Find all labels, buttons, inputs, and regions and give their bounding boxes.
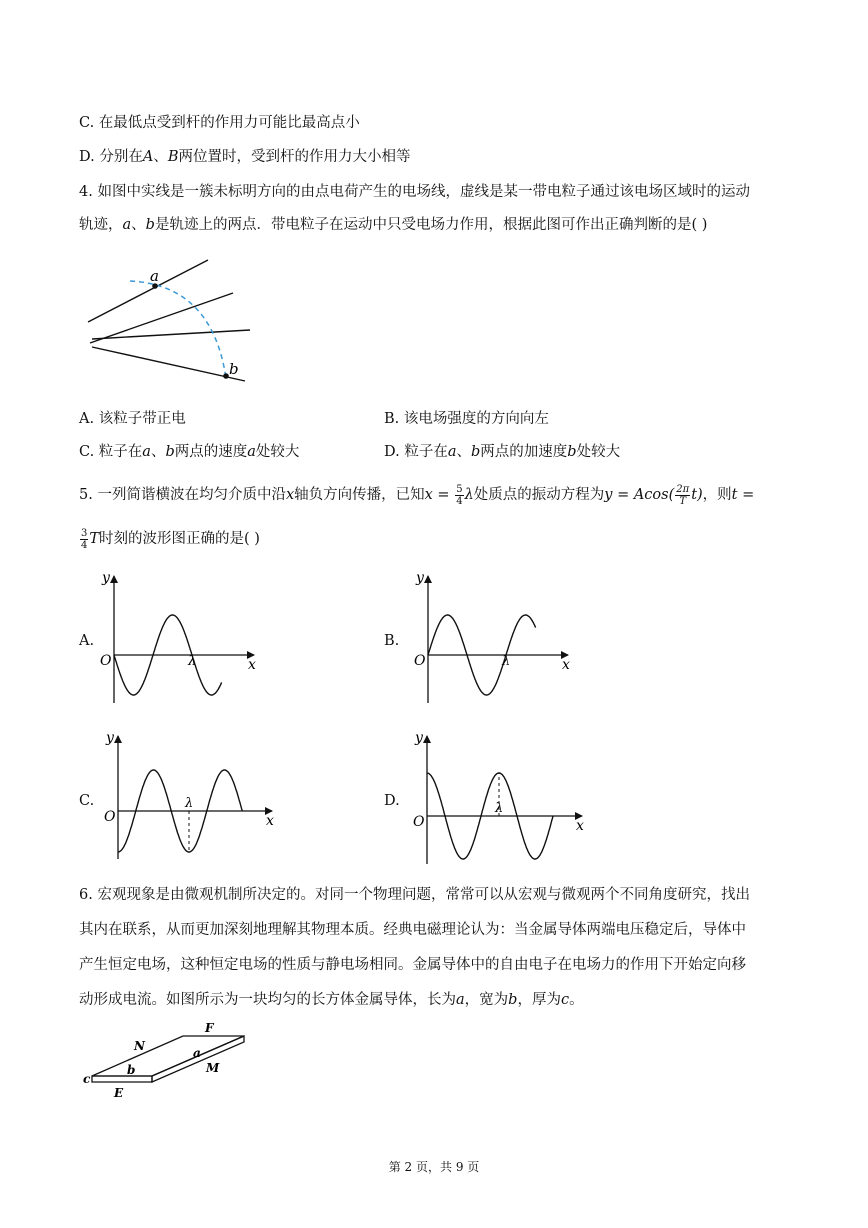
y-axis-label: y [415, 730, 423, 746]
point-b-label: b [229, 360, 239, 378]
lambda-label: λ [502, 654, 511, 669]
q5-option-a-label[interactable]: A. [79, 633, 95, 649]
q6-stem-line1: 6. 宏观现象是由微观机制所决定的。对同一个物理问题，常常可以从宏观与微观两个不同角度研究，找出 [79, 887, 750, 903]
point-a-label: a [150, 267, 159, 285]
label-N: N [134, 1039, 145, 1053]
origin-label: O [414, 653, 426, 669]
y-axis-label: y [106, 730, 114, 746]
label-F: F [205, 1021, 214, 1035]
q6-stem-line2: 其内在联系，从而更加深刻地理解其物理本质。经典电磁理论认为：当金属导体两端电压稳定后，导体中 [79, 922, 746, 938]
x-axis-label: x [266, 813, 274, 829]
origin-label: O [413, 814, 425, 830]
x-axis-label: x [248, 657, 256, 673]
q3-option-d: D. 分别在A、B两位置时，受到杆的作用力大小相等 [79, 149, 411, 165]
lambda-label: λ [188, 654, 197, 669]
fraction-2pi-T: $\frac{2\pi}{T}$ [676, 483, 690, 507]
label-a: a [193, 1046, 201, 1060]
q5-option-b-label[interactable]: B. [384, 633, 400, 649]
origin-label: O [104, 809, 116, 825]
q4-option-c[interactable]: C. 粒子在a、b两点的速度a处较大 [79, 444, 300, 460]
q4-option-b[interactable]: B. 该电场强度的方向向左 [384, 411, 549, 427]
label-M: M [206, 1061, 220, 1075]
x-axis-label: x [562, 657, 570, 673]
y-axis-label: y [416, 570, 424, 586]
fraction-5-4: $\frac{5}{4}$ [456, 483, 463, 507]
q4-stem-line1: 4. 如图中实线是一簇未标明方向的由点电荷产生的电场线，虚线是某一带电粒子通过该电场区域时的运动 [79, 184, 750, 200]
q6-stem-line3: 产生恒定电场，这种恒定电场的性质与静电场相同。金属导体中的自由电子在电场力的作用下开始定向移 [79, 957, 746, 973]
q3-option-c: C. 在最低点受到杆的作用力可能比最高点小 [79, 115, 360, 131]
lambda-label: λ [495, 801, 504, 816]
fraction-3-4: $\frac{3}{4}$ [81, 527, 88, 551]
y-axis-label: y [102, 570, 110, 586]
q5-stem-line2: $\frac{3}{4}$ T时刻的波形图正确的是( ) [81, 527, 260, 551]
q4-option-d[interactable]: D. 粒子在a、b两点的加速度b处较大 [384, 444, 621, 460]
x-axis-label: x [576, 818, 584, 834]
label-E: E [114, 1086, 124, 1100]
q5-stem-line1: 5. 一列简谐横波在均匀介质中沿x轴负方向传播，已知x = $\frac{5}{4}$ λ处质点的振动方程为y = Acos( $\frac{2\pi}{T}$ t)，则t = [79, 483, 755, 507]
q5-option-d-label[interactable]: D. [384, 793, 400, 809]
q4-stem-line2: 轨迹，a、b是轨迹上的两点．带电粒子在运动中只受电场力作用，根据此图可作出正确判断的是( ) [79, 217, 708, 233]
lambda-label: λ [185, 796, 194, 811]
label-c: c [83, 1072, 91, 1086]
slab-front-face [92, 1076, 152, 1082]
origin-label: O [100, 653, 112, 669]
page-footer: 第 2 页，共 9 页 [388, 1160, 480, 1174]
q4-option-a[interactable]: A. 该粒子带正电 [79, 411, 186, 427]
slab-top-face [92, 1036, 244, 1076]
label-b: b [127, 1063, 136, 1077]
q6-stem-line4: 动形成电流。如图所示为一块均匀的长方体金属导体，长为a，宽为b，厚为c。 [79, 992, 584, 1008]
q5-option-c-label[interactable]: C. [79, 793, 95, 809]
